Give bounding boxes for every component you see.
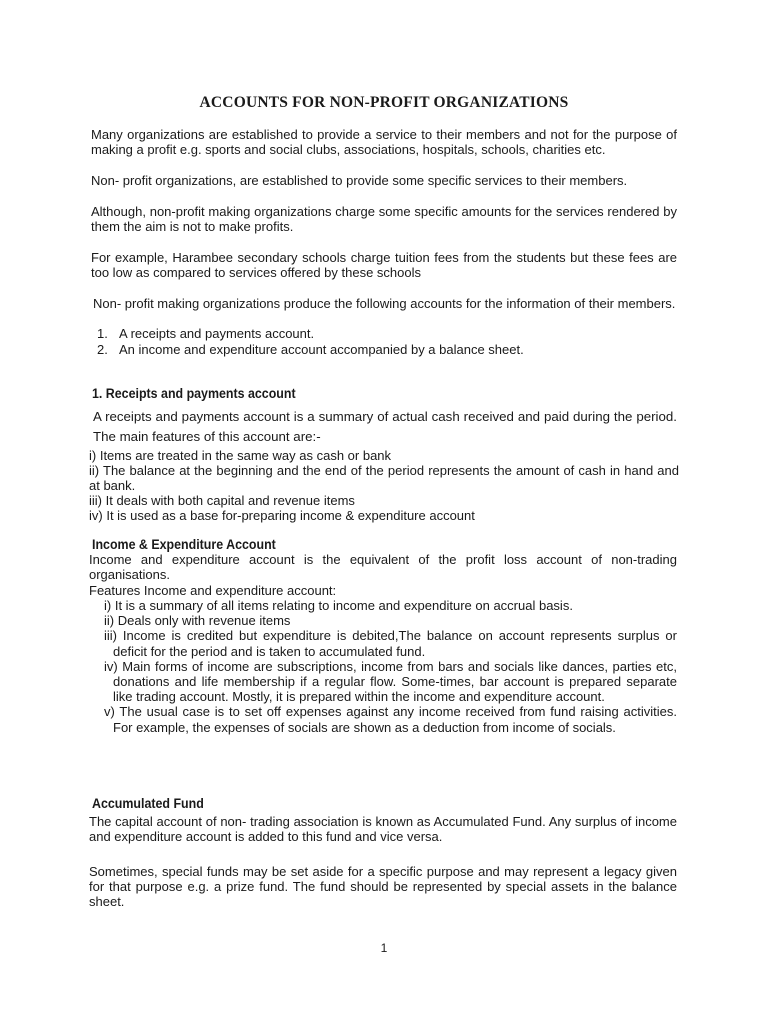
page-title: ACCOUNTS FOR NON-PROFIT ORGANIZATIONS — [199, 94, 569, 111]
intro-paragraph-2: Non- profit organizations, are established to provide some specific services to their members. — [91, 173, 628, 188]
list-number: 2. — [97, 342, 108, 357]
income-expenditure-features — [104, 598, 677, 735]
section-heading-accumulated-fund: Accumulated Fund — [92, 796, 204, 811]
list-item — [97, 326, 524, 342]
income-expenditure-intro: Income and expenditure account is the equivalent of the profit loss account of non-trading organisations. — [89, 552, 677, 582]
feature-line: iii) It deals with both capital and revenue items — [89, 493, 355, 508]
list-text: A receipts and payments account. — [119, 326, 315, 341]
feature-line: ii) The balance at the beginning and the end of the period represents the amount of cash in hand and at bank. — [89, 463, 679, 493]
list-item — [97, 342, 524, 358]
list-item: ii) Deals only with revenue items — [104, 613, 291, 629]
intro-paragraph-3: Although, non-profit making organizations charge some specific amounts for the services rendered by them the aim is not to make profits. — [91, 204, 677, 234]
section-heading-receipts: 1. Receipts and payments account — [92, 386, 296, 401]
receipts-features — [89, 448, 679, 523]
page-number: 1 — [380, 941, 388, 955]
list-number: 1. — [97, 326, 108, 341]
features-label: Features Income and expenditure account: — [89, 583, 337, 598]
intro-paragraph-5: Non- profit making organizations produce the following accounts for the information of their members. — [93, 296, 676, 311]
section-heading-income-expenditure: Income & Expenditure Account — [92, 537, 276, 552]
list-item: v) The usual case is to set off expenses against any income received from fund raising activities. For example, the expenses of socials are shown as a deduction from income of socials. — [104, 704, 677, 735]
feature-line: iv) It is used as a base for-preparing income & expenditure account — [89, 508, 475, 523]
list-text: An income and expenditure account accompanied by a balance sheet. — [119, 342, 524, 357]
accumulated-fund-paragraph-2: Sometimes, special funds may be set aside for a specific purpose and may represent a legacy given for that purpose e.g. a prize fund. The fund should be represented by special assets in the balance sheet. — [89, 864, 677, 909]
receipts-intro: A receipts and payments account is a summary of actual cash received and paid during the period. The main features of this account are:- — [93, 409, 677, 444]
intro-paragraph-4: For example, Harambee secondary schools charge tuition fees from the students but these fees are too low as compared to services offered by these schools — [91, 250, 677, 280]
list-item: iv) Main forms of income are subscriptions, income from bars and socials like dances, parties etc, donations and life membership if a regular flow. Some-times, bar account is prepared separate like trading account. Mostly, it is prepared within the income and expenditure account. — [104, 658, 677, 705]
accounts-list — [97, 326, 524, 358]
accumulated-fund-paragraph-1: The capital account of non- trading association is known as Accumulated Fund. Any surplus of income and expenditure account is added to this fund and vice versa. — [89, 814, 677, 844]
intro-paragraph-1: Many organizations are established to provide a service to their members and not for the purpose of making a profit e.g. sports and social clubs, associations, hospitals, schools, charities etc. — [91, 127, 677, 157]
feature-line: i) Items are treated in the same way as cash or bank — [89, 448, 392, 463]
list-item: iii) Income is credited but expenditure is debited,The balance on account represents surplus or deficit for the period and is taken to accumulated fund. — [104, 628, 677, 659]
list-item: i) It is a summary of all items relating to income and expenditure on accrual basis. — [104, 598, 573, 613]
